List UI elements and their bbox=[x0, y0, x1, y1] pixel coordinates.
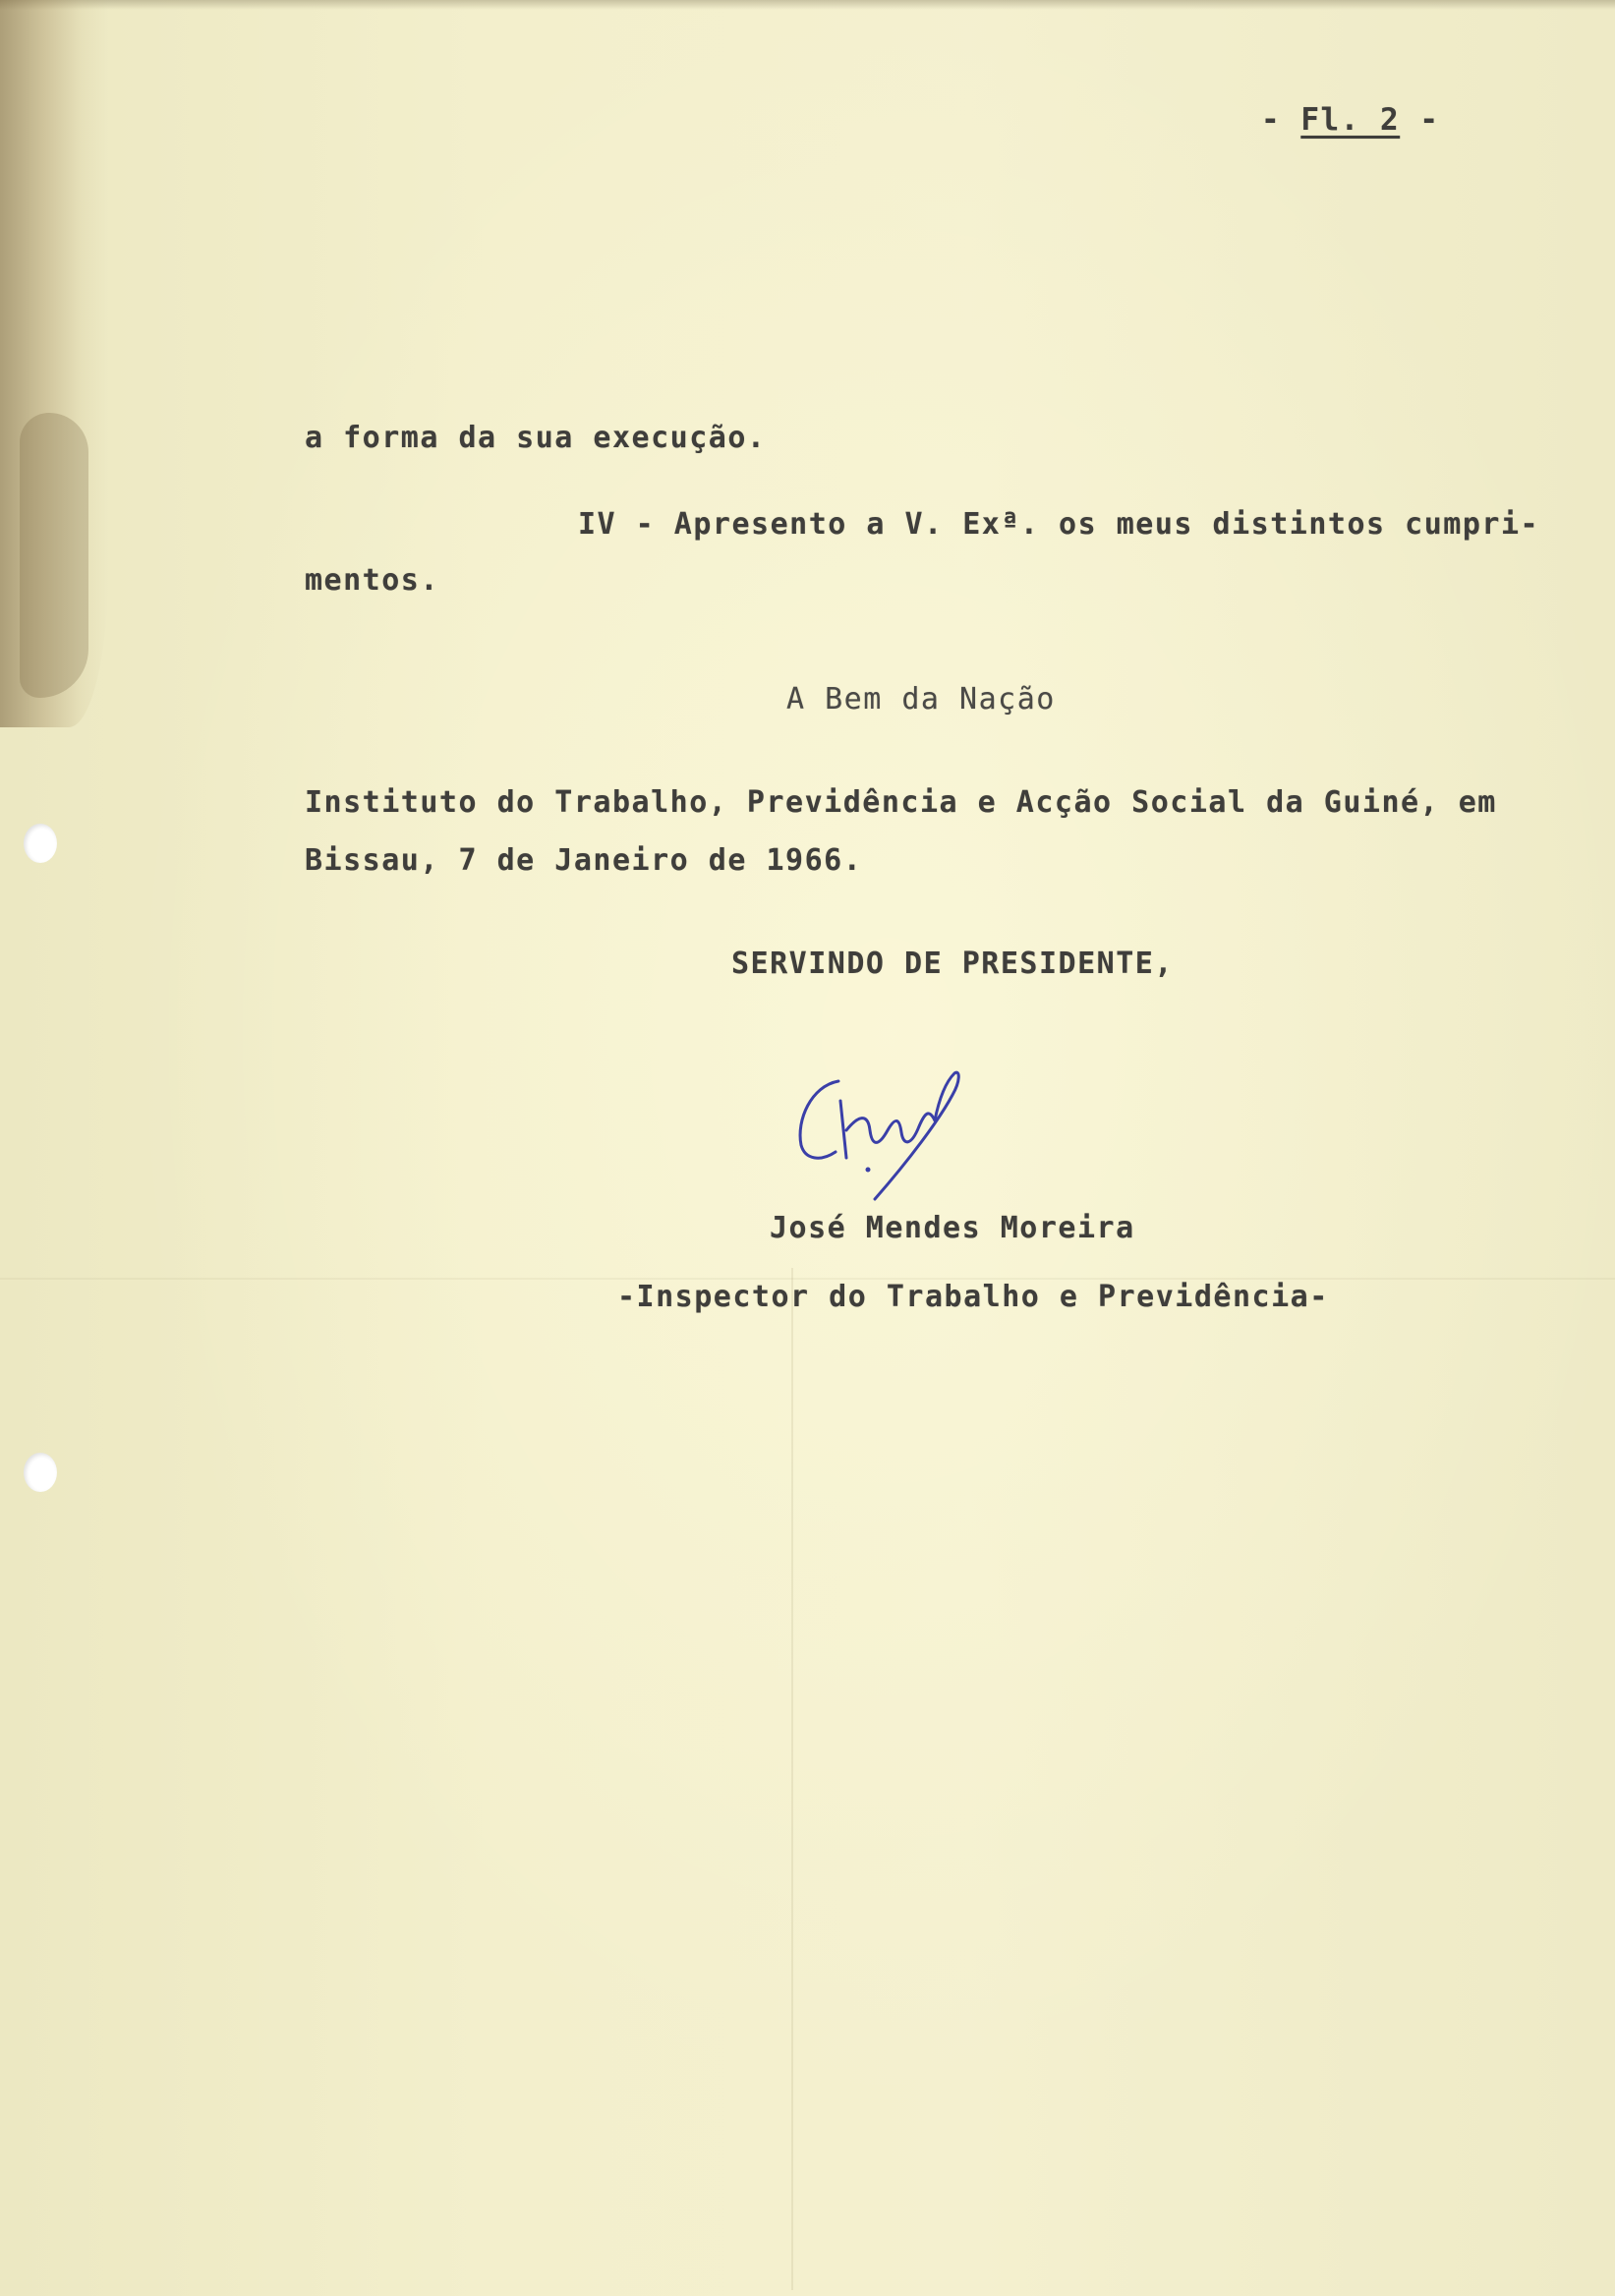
institution-line-2: Bissau, 7 de Janeiro de 1966. bbox=[305, 843, 863, 878]
institution-line-1: Instituto do Trabalho, Previdência e Acção Social da Guiné, em bbox=[305, 785, 1497, 820]
body-line-1: a forma da sua execução. bbox=[305, 421, 767, 455]
page-number: - Fl. 2 - bbox=[1261, 102, 1440, 138]
page-number-label: Fl. 2 bbox=[1300, 102, 1401, 138]
closing-salutation: A Bem da Nação bbox=[786, 682, 1056, 717]
signatory-role: SERVINDO DE PRESIDENTE, bbox=[731, 947, 1174, 981]
punch-hole-top bbox=[24, 824, 57, 863]
signatory-title: -Inspector do Trabalho e Previdência- bbox=[617, 1280, 1329, 1314]
body-line-3: mentos. bbox=[305, 563, 439, 598]
handwritten-signature bbox=[781, 1062, 1076, 1219]
punch-hole-bottom bbox=[24, 1453, 57, 1492]
signatory-name: José Mendes Moreira bbox=[770, 1211, 1135, 1245]
body-line-2: IV - Apresento a V. Exª. os meus distintos cumpri- bbox=[578, 507, 1540, 542]
paper-fold-vertical bbox=[791, 1268, 793, 2290]
page-edge-shadow bbox=[0, 0, 1615, 10]
aged-edge-stain-dark bbox=[20, 413, 88, 698]
